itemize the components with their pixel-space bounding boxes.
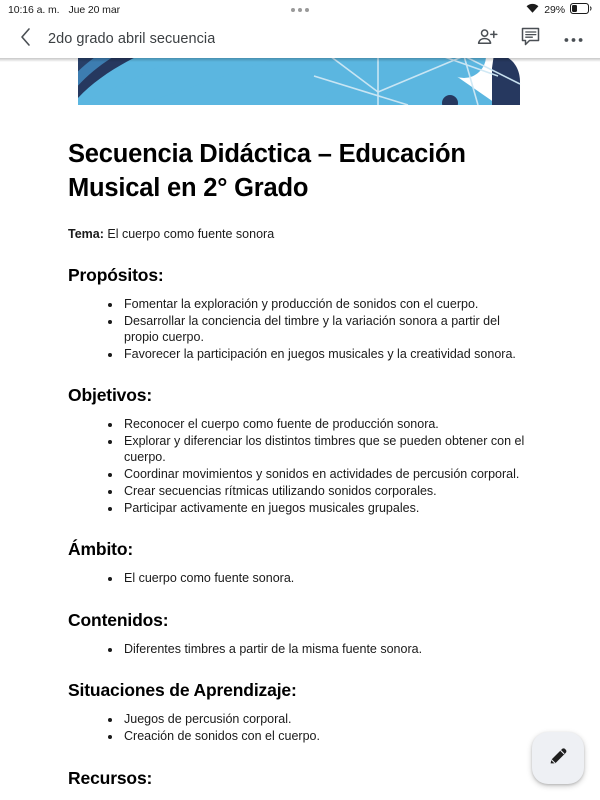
status-time: 10:16 a. m. — [8, 4, 60, 16]
status-date: Jue 20 mar — [68, 4, 120, 16]
list-item: Juegos de percusión corporal. — [108, 712, 538, 728]
chevron-left-icon — [19, 27, 32, 52]
document-page — [0, 58, 600, 800]
section-heading-situaciones: Situaciones de Aprendizaje: — [68, 680, 297, 700]
battery-icon — [570, 3, 592, 17]
status-left-group — [8, 4, 120, 16]
list-item: Desarrollar la conciencia del timbre y la variación sonora a partir del propio cuerpo. — [108, 314, 538, 345]
section-list-contenidos — [68, 642, 538, 658]
list-item: Favorecer la participación en juegos musicales y la creatividad sonora. — [108, 347, 538, 363]
pencil-edit-icon — [546, 744, 570, 773]
status-right-group — [526, 3, 592, 17]
toolbar-actions — [474, 26, 586, 52]
decorative-blue-banner-graphic — [78, 58, 522, 105]
tema-value: El cuerpo como fuente sonora — [107, 227, 275, 241]
list-item: Fomentar la exploración y producción de sonidos con el cuerpo. — [108, 297, 538, 313]
list-item: Creación de sonidos con el cuerpo. — [108, 729, 538, 745]
more-options-button[interactable] — [560, 26, 586, 52]
section-heading-objetivos: Objetivos: — [68, 385, 153, 405]
banner-image — [78, 58, 522, 105]
list-item: Participar activamente en juegos musicales grupales. — [108, 501, 538, 517]
section-list-ambito — [68, 571, 538, 587]
list-item: Coordinar movimientos y sonidos en actividades de percusión corporal. — [108, 467, 538, 483]
battery-percent-label: 29% — [544, 4, 565, 16]
camera-cutout-dots-icon — [291, 8, 309, 12]
document-title: 2do grado abril secuencia — [48, 31, 216, 47]
section-heading-propositos: Propósitos: — [68, 265, 164, 285]
comment-icon — [521, 27, 540, 51]
comment-button[interactable] — [517, 26, 543, 52]
status-bar — [0, 0, 600, 20]
app-toolbar — [0, 20, 600, 58]
list-item: Explorar y diferenciar los distintos timbres que se pueden obtener con el cuerpo. — [108, 434, 538, 465]
add-person-button[interactable] — [474, 26, 500, 52]
section-list-situaciones — [68, 712, 538, 745]
more-options-icon — [564, 30, 583, 48]
section-list-objetivos — [68, 417, 538, 516]
section-heading-contenidos: Contenidos: — [68, 609, 169, 630]
list-item: Reconocer el cuerpo como fuente de producción sonora. — [108, 417, 538, 433]
back-button[interactable] — [10, 24, 40, 54]
page-title: Secuencia Didáctica – Educación Musical en 2° Grado — [68, 140, 466, 202]
tema-line — [68, 226, 538, 242]
document-body — [0, 137, 600, 789]
section-heading-ambito: Ámbito: — [68, 539, 134, 559]
list-item: Crear secuencias rítmicas utilizando sonidos corporales. — [108, 484, 538, 500]
document-scroll-area[interactable] — [0, 58, 600, 800]
wifi-icon — [526, 3, 539, 17]
tema-label: Tema: — [68, 227, 104, 241]
person-add-icon — [477, 27, 498, 52]
edit-fab-button[interactable] — [532, 732, 584, 784]
section-heading-recursos: Recursos: — [68, 767, 153, 788]
section-list-propositos — [68, 297, 538, 362]
list-item: Diferentes timbres a partir de la misma fuente sonora. — [108, 642, 538, 658]
list-item: El cuerpo como fuente sonora. — [108, 571, 538, 587]
